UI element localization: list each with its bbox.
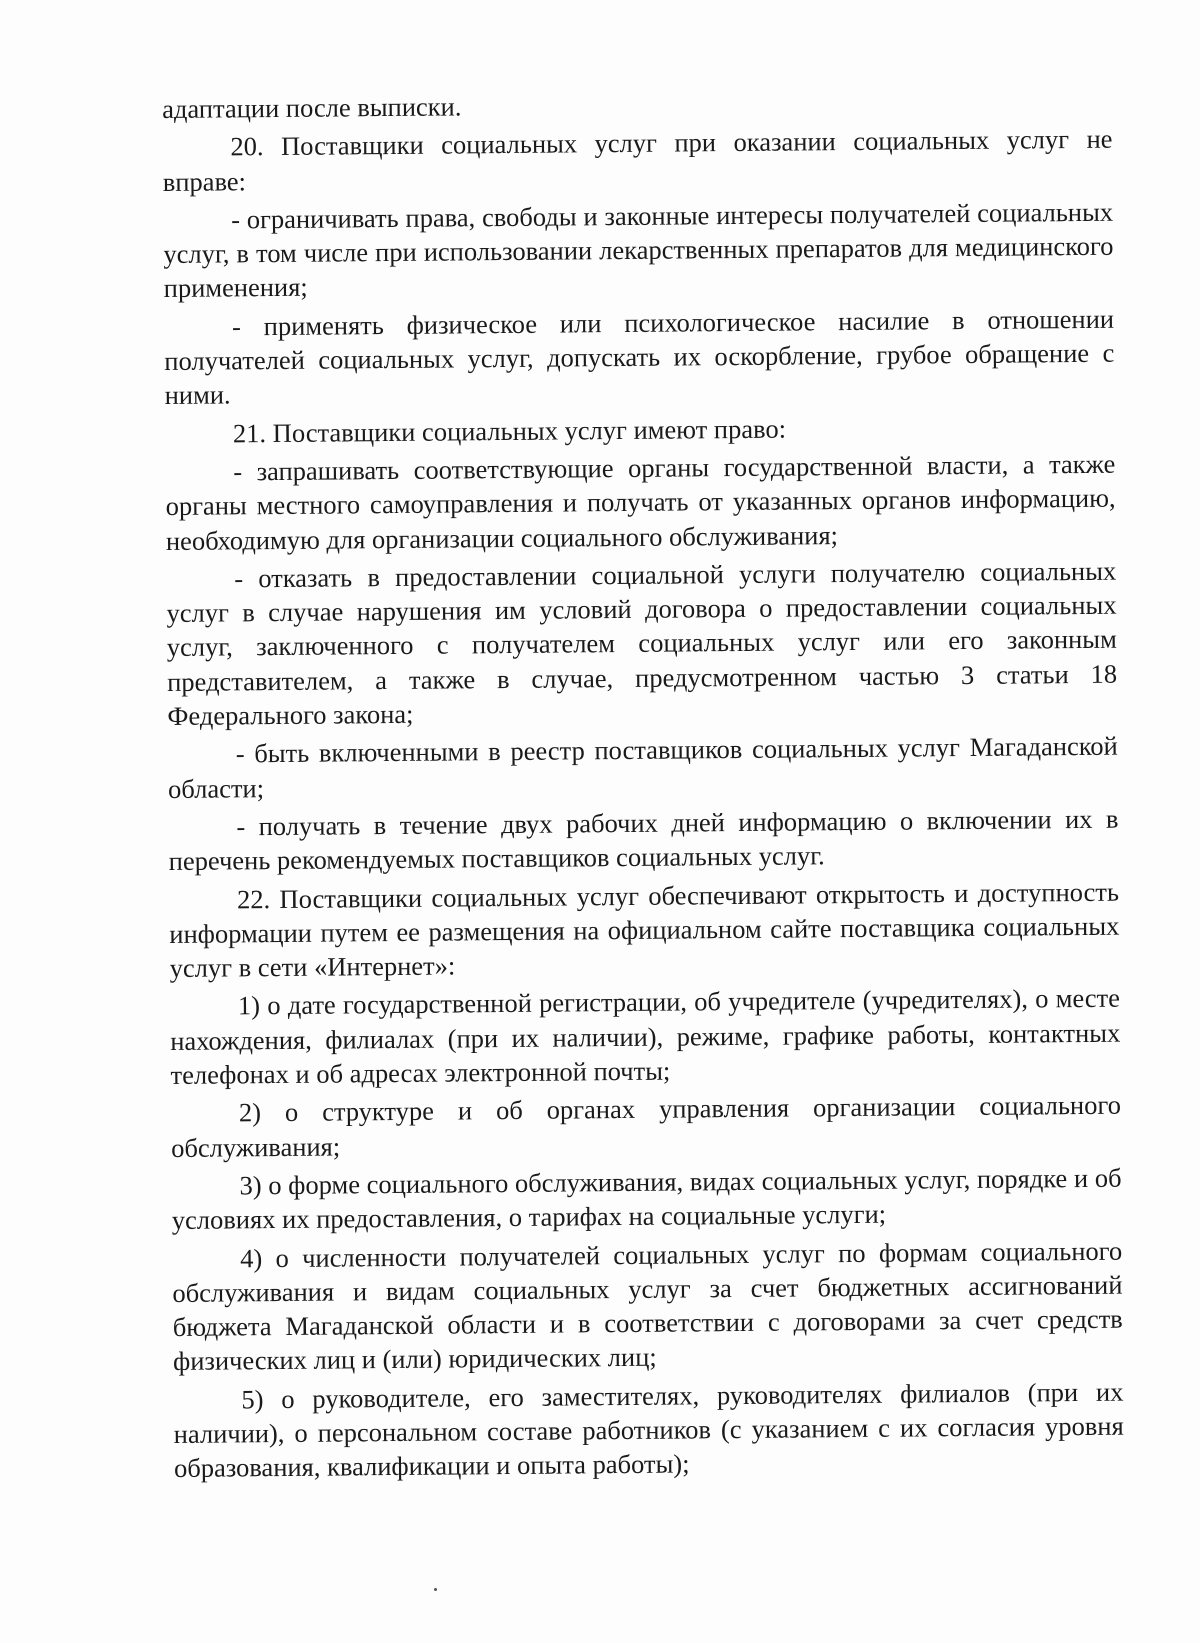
paragraph-subitem-1: 1) о дате государственной регистрации, об учредителе (учредителях), о месте нахождения, филиалах (при их наличии), режиме, графике работы, контактных телефонах и об адресах электронной почты;: [170, 983, 1121, 1090]
paragraph-bullet: - ограничивать права, свободы и законные интересы получателей социальных услуг, в том числе при использовании лекарственных препаратов для медицинского применения;: [163, 196, 1114, 304]
paragraph-continuation: адаптации после выписки.: [162, 91, 462, 124]
paragraph-item-21: 21. Поставщики социальных услуг имеют право:: [232, 413, 787, 449]
scan-speck: [434, 1588, 437, 1591]
paragraph-bullet: - получать в течение двух рабочих дней информацию о включении их в перечень рекомендуемых поставщиков социальных услуг.: [168, 803, 1119, 877]
paragraph-subitem-4: 4) о численности получателей социальных услуг по формам социального обслуживания и видам социальных услуг за счет бюджетных ассигнований бюджета Магаданской области и в соответствии с договорами за счет средств физических лиц и (или) юридических лиц;: [172, 1235, 1123, 1377]
paragraph-item-22: 22. Поставщики социальных услуг обеспечивают открытость и доступность информации путем ее размещения на официальном сайте поставщика социальных услуг в сети «Интернет»:: [169, 876, 1120, 984]
paragraph-subitem-3: 3) о форме социального обслуживания, видах социальных услуг, порядке и об условиях их предоставления, о тарифах на социальные услуги;: [171, 1162, 1122, 1236]
paragraph-bullet: - быть включенными в реестр поставщиков социальных услуг Магаданской области;: [167, 731, 1118, 804]
paragraph-bullet: - отказать в предоставлении социальной услуги получателю социальных услуг в случае нарушения им условий договора о предоставлении социальных услуг, заключенного с получателем социальных услуг или его законным представителем, а также в случае, предусмотренном частью 3 статьи 18 Федерального закона;: [166, 555, 1118, 732]
paragraph-bullet: - запрашивать соответствующие органы государственной власти, а также органы местного самоуправления и получать от указанных органов информацию, необходимую для организации социального обслуживания;: [165, 448, 1116, 556]
document-body: [162, 84, 1124, 1490]
paragraph-item-20: 20. Поставщики социальных услуг при оказании социальных услуг не вправе:: [162, 124, 1113, 197]
paragraph-subitem-2: 2) о структуре и об органах управления организации социального обслуживания;: [171, 1089, 1122, 1163]
paragraph-bullet: - применять физическое или психологическое насилие в отношении получателей социальных услуг, допускать их оскорбление, грубое обращение с ними.: [164, 303, 1115, 411]
paragraph-subitem-5: 5) о руководителе, его заместителях, руководителях филиалов (при их наличии), о персональном составе работников (с указанием с их согласия уровня образования, квалификации и опыта работы);: [173, 1376, 1124, 1484]
